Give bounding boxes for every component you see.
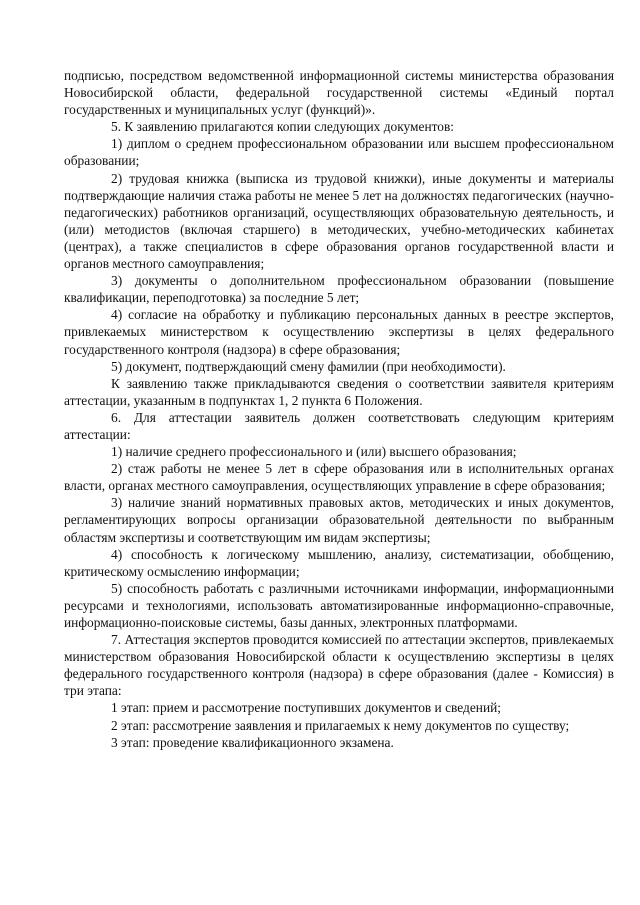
paragraph-item-5-3: 3) документы о дополнительном профессиональном образовании (повышение квалификации, переподготовка) за последние 5 лет; bbox=[64, 273, 614, 306]
paragraph-item-6-1: 1) наличие среднего профессионального и (или) высшего образования; bbox=[111, 444, 517, 460]
paragraph-item-5-2: 2) трудовая книжка (выписка из трудовой книжки), иные документы и материалы подтверждающие наличия стажа работы не менее 5 лет на должностях педагогических (научно-педагогических) работников организаций, осуществляющих образовательную деятельность, и (или) методистов (включая старшего) в методических, учебно-методических кабинетах (центрах), а также специалистов в сфере образования органов государственной власти и органов местного самоуправления; bbox=[64, 170, 614, 272]
paragraph-item-6-3: 3) наличие знаний нормативных правовых актов, методических и иных документов, регламентирующих вопросы организации образовательной деятельности по выбранным областям экспертизы и соответствующим им видам экспертизы; bbox=[64, 495, 614, 545]
paragraph-stage-1: 1 этап: прием и рассмотрение поступивших документов и сведений; bbox=[111, 700, 502, 716]
paragraph-item-6-heading: 6. Для аттестации заявитель должен соответствовать следующим критериям аттестации: bbox=[64, 409, 614, 442]
paragraph-item-6-4: 4) способность к логическому мышлению, анализу, систематизации, обобщению, критическому осмыслению информации; bbox=[64, 546, 614, 579]
paragraph-item-6-5: 5) способность работать с различными источниками информации, информационными ресурсами и технологиями, использовать автоматизированные информационно-справочные, информационно-поисковые системы, базы данных, электронных платформами. bbox=[64, 580, 614, 630]
paragraph-stage-2: 2 этап: рассмотрение заявления и прилагаемых к нему документов по существу; bbox=[111, 717, 570, 733]
document-body bbox=[64, 67, 614, 751]
paragraph-item-6-2: 2) стаж работы не менее 5 лет в сфере образования или в исполнительных органах власти, органах местного самоуправления, осуществляющих управление в сфере образования; bbox=[64, 461, 614, 494]
paragraph-item-5-1: 1) диплом о среднем профессиональном образовании или высшем профессиональном образовании; bbox=[64, 136, 614, 169]
paragraph-criteria-note: К заявлению также прикладываются сведения о соответствии заявителя критериям аттестации, указанным в подпунктах 1, 2 пункта 6 Положения. bbox=[64, 375, 614, 408]
paragraph-item-5-4: 4) согласие на обработку и публикацию персональных данных в реестре экспертов, привлекаемых министерством к осуществлению экспертизы в целях федерального государственного контроля (надзора) в сфере образования; bbox=[64, 307, 614, 357]
paragraph-item-5-5: 5) документ, подтверждающий смену фамилии (при необходимости). bbox=[111, 358, 506, 374]
paragraph-item-7-heading: 7. Аттестация экспертов проводится комиссией по аттестации экспертов, привлекаемых министерством образования Новосибирской области к осуществлению экспертизы в целях федерального государственного контроля (надзора) в сфере образования (далее - Комиссия) в три этапа: bbox=[64, 632, 614, 699]
paragraph-stage-3: 3 этап: проведение квалификационного экзамена. bbox=[111, 734, 394, 750]
paragraph-signature-portal: подписью, посредством ведомственной информационной системы министерства образования Новосибирской области, федеральной государственной системы «Единый портал государственных и муниципальных услуг (функций)». bbox=[64, 68, 614, 118]
paragraph-item-5-heading: 5. К заявлению прилагаются копии следующих документов: bbox=[111, 119, 455, 135]
